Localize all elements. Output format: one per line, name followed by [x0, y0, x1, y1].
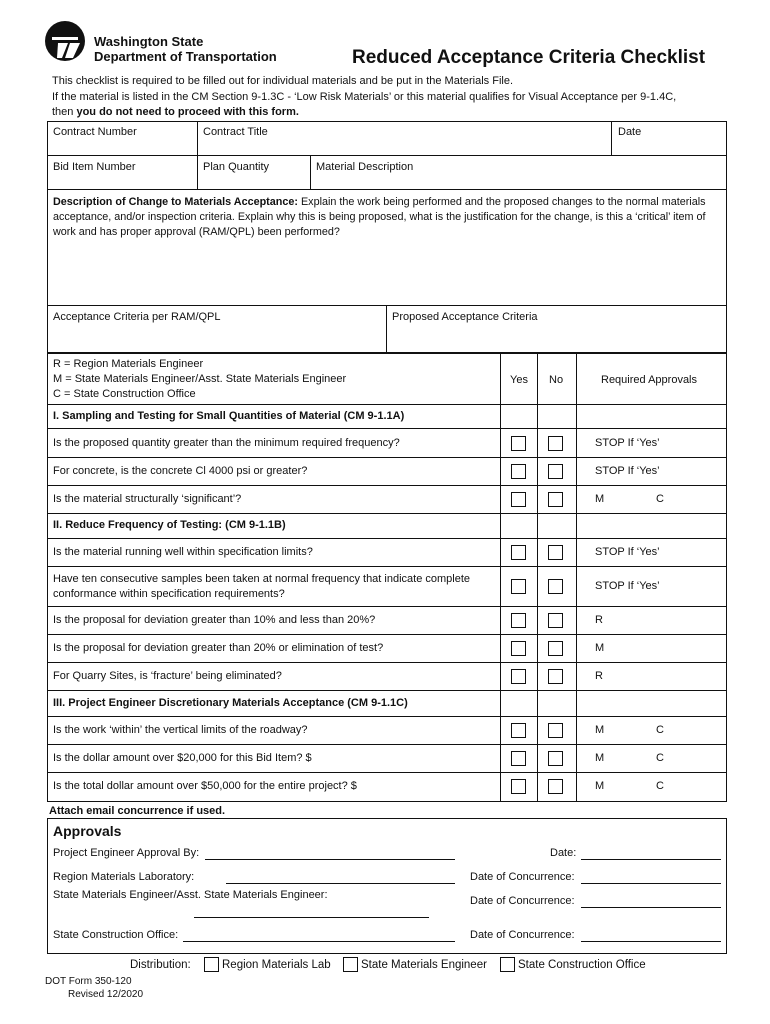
question: Is the work ‘within’ the vertical limits of the roadway?	[53, 724, 308, 736]
required-approval-c: C	[656, 752, 664, 764]
required-approval: R	[595, 614, 603, 626]
question: For Quarry Sites, is ‘fracture’ being eliminated?	[53, 670, 282, 682]
description-field[interactable]	[53, 195, 723, 240]
yes-column-header: Yes	[510, 374, 528, 386]
approvals-heading: Approvals	[53, 823, 122, 839]
yes-checkbox[interactable]	[511, 613, 526, 628]
intro-line2: If the material is listed in the CM Section 9-1.3C - ‘Low Risk Materials’ or this material qualifies for Visual Acceptance per 9-1.4C,	[52, 90, 677, 103]
org-name	[94, 34, 277, 64]
date-field[interactable]: Date	[618, 126, 642, 138]
revised-date: Revised 12/2020	[68, 989, 144, 1000]
no-checkbox[interactable]	[548, 579, 563, 594]
no-checkbox[interactable]	[548, 723, 563, 738]
required-approval: STOP If ‘Yes’	[595, 546, 660, 558]
material-description-field[interactable]: Material Description	[316, 161, 414, 173]
rml-line[interactable]	[226, 883, 455, 884]
question: Is the proposed quantity greater than the minimum required frequency?	[53, 437, 400, 449]
question: Is the proposal for deviation greater than 10% and less than 20%?	[53, 614, 376, 626]
legend-r: R = Region Materials Engineer	[53, 358, 204, 370]
org-line1: Washington State	[94, 34, 204, 49]
required-approval: R	[595, 670, 603, 682]
question: Is the material running well within specification limits?	[53, 546, 313, 558]
yes-checkbox[interactable]	[511, 436, 526, 451]
pe-date-line[interactable]	[581, 859, 721, 860]
description-heading: Description of Change to Materials Acceptance:	[53, 196, 298, 208]
contract-number-field[interactable]: Contract Number	[53, 126, 137, 138]
rml-concurrence-label: Date of Concurrence:	[470, 871, 575, 883]
pe-approval-line[interactable]	[205, 859, 455, 860]
required-approval-c: C	[656, 493, 664, 505]
question: For concrete, is the concrete Cl 4000 psi or greater?	[53, 465, 308, 477]
yes-checkbox[interactable]	[511, 669, 526, 684]
yes-checkbox[interactable]	[511, 579, 526, 594]
section-1-title: I. Sampling and Testing for Small Quantities of Material (CM 9-1.1A)	[53, 410, 405, 422]
no-checkbox[interactable]	[548, 641, 563, 656]
distribution-checkbox-region-lab[interactable]	[204, 957, 219, 972]
yes-checkbox[interactable]	[511, 641, 526, 656]
required-approval: M	[595, 642, 605, 654]
pe-approval-label: Project Engineer Approval By:	[53, 847, 200, 859]
no-checkbox[interactable]	[548, 751, 563, 766]
legend-c: C = State Construction Office	[53, 388, 196, 400]
required-approval-m: M	[595, 780, 605, 792]
no-checkbox[interactable]	[548, 669, 563, 684]
distribution-option: Region Materials Lab	[222, 959, 331, 971]
required-approval: STOP If ‘Yes’	[595, 437, 660, 449]
required-approval: STOP If ‘Yes’	[595, 580, 660, 592]
attach-note: Attach email concurrence if used.	[49, 805, 226, 817]
intro-line3-bold: you do not need to proceed with this form.	[76, 106, 299, 118]
yes-checkbox[interactable]	[511, 751, 526, 766]
sco-concurrence-line[interactable]	[581, 941, 721, 942]
question: Have ten consecutive samples been taken at normal frequency that indicate complete conformance within specification requirements?	[53, 573, 471, 600]
distribution-option: State Materials Engineer	[361, 959, 487, 971]
intro-line3	[52, 105, 676, 121]
rml-concurrence-line[interactable]	[581, 883, 721, 884]
description-text: Explain the work being performed and the proposed changes to the normal materials acceptance, and/or inspection criteria. Explain why this is being proposed, what is the justification for the change, is this a ‘critical’ item of work and has proper approval (RAM/QPL) been performed?	[53, 196, 706, 238]
pe-date-label: Date:	[550, 847, 577, 859]
proposed-criteria-field[interactable]: Proposed Acceptance Criteria	[392, 311, 538, 323]
intro-line3-prefix: then	[52, 106, 77, 118]
distribution-label: Distribution:	[130, 959, 191, 971]
sco-line[interactable]	[183, 941, 455, 942]
no-column-header: No	[549, 374, 564, 386]
org-line2: Department of Transportation	[94, 49, 277, 64]
sco-label: State Construction Office:	[53, 929, 179, 941]
no-checkbox[interactable]	[548, 779, 563, 794]
sme-label: State Materials Engineer/Asst. State Materials Engineer:	[53, 889, 328, 901]
sco-concurrence-label: Date of Concurrence:	[470, 929, 575, 941]
page-title: Reduced Acceptance Criteria Checklist	[352, 47, 706, 68]
no-checkbox[interactable]	[548, 545, 563, 560]
section-2-title: II. Reduce Frequency of Testing: (CM 9-1.1B)	[53, 519, 286, 531]
question: Is the proposal for deviation greater than 20% or elimination of test?	[53, 642, 384, 654]
yes-checkbox[interactable]	[511, 545, 526, 560]
yes-checkbox[interactable]	[511, 492, 526, 507]
no-checkbox[interactable]	[548, 436, 563, 451]
section-3-title: III. Project Engineer Discretionary Materials Acceptance (CM 9-1.1C)	[53, 697, 408, 709]
no-checkbox[interactable]	[548, 492, 563, 507]
bid-item-number-field[interactable]: Bid Item Number	[53, 161, 136, 173]
wsdot-logo	[44, 20, 86, 62]
question: Is the dollar amount over $20,000 for this Bid Item? $	[53, 752, 312, 764]
contract-title-field[interactable]: Contract Title	[203, 126, 268, 138]
required-approval-c: C	[656, 780, 664, 792]
required-approvals-header: Required Approvals	[601, 374, 698, 386]
intro-line1: This checklist is required to be filled out for individual materials and be put in the Materials File.	[52, 75, 514, 87]
sme-concurrence-line[interactable]	[581, 907, 721, 908]
yes-checkbox[interactable]	[511, 779, 526, 794]
required-approval-m: M	[595, 493, 605, 505]
acceptance-criteria-field[interactable]: Acceptance Criteria per RAM/QPL	[53, 311, 221, 323]
required-approval-m: M	[595, 752, 605, 764]
question: Is the material structurally ‘significant’?	[53, 493, 242, 505]
form-number: DOT Form 350-120	[45, 976, 132, 987]
required-approval-c: C	[656, 724, 664, 736]
question: Is the total dollar amount over $50,000 for the entire project? $	[53, 780, 357, 792]
intro	[52, 74, 676, 121]
yes-checkbox[interactable]	[511, 723, 526, 738]
legend	[53, 357, 346, 402]
no-checkbox[interactable]	[548, 613, 563, 628]
no-checkbox[interactable]	[548, 464, 563, 479]
sme-line[interactable]	[194, 917, 429, 918]
yes-checkbox[interactable]	[511, 464, 526, 479]
required-approval: STOP If ‘Yes’	[595, 465, 660, 477]
distribution-checkbox-state-engineer[interactable]	[343, 957, 358, 972]
sme-concurrence-label: Date of Concurrence:	[470, 895, 575, 907]
distribution-option: State Construction Office	[518, 959, 646, 971]
distribution-checkbox-construction-office[interactable]	[500, 957, 515, 972]
legend-m: M = State Materials Engineer/Asst. State Materials Engineer	[53, 373, 347, 385]
required-approval-m: M	[595, 724, 605, 736]
rml-label: Region Materials Laboratory:	[53, 871, 195, 883]
plan-quantity-field[interactable]: Plan Quantity	[203, 161, 270, 173]
